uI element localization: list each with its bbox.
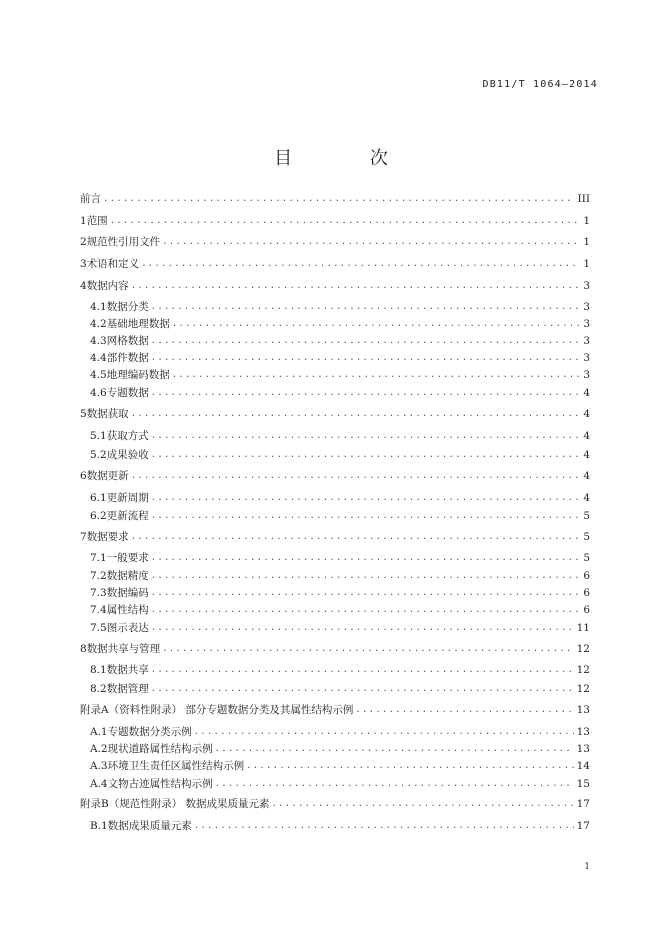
toc-entry-page: 3: [583, 301, 590, 313]
toc-entry[interactable]: [90, 776, 590, 792]
toc-entry-label: 环境卫生责任区属性结构示例: [107, 760, 245, 772]
toc-entry-page: 12: [576, 683, 590, 695]
dot-leader: [162, 234, 579, 250]
toc-entry-page: 3: [583, 352, 590, 364]
toc-entry[interactable]: [80, 234, 590, 250]
toc-entry-page: 6: [583, 587, 590, 599]
toc-entry-page: 5: [583, 531, 590, 543]
toc-entry[interactable]: [90, 550, 590, 566]
toc-entry[interactable]: [90, 367, 590, 383]
toc-entry-number: 5: [80, 408, 87, 420]
dot-leader: [272, 796, 574, 812]
toc-entry-number: 4.4: [90, 352, 107, 364]
dot-leader: [151, 568, 579, 584]
toc-entry-number: 7.5: [90, 622, 107, 634]
toc-entry-label: 部件数据: [106, 352, 149, 364]
dot-leader: [194, 818, 574, 834]
toc-entry-label: 基础地理数据: [106, 318, 170, 330]
toc-entry-page: 1: [583, 215, 590, 227]
toc-entry-page: 3: [583, 369, 590, 381]
toc-entry-label: 属性结构: [106, 604, 149, 616]
dot-leader: [131, 529, 579, 545]
toc-entry[interactable]: [90, 758, 590, 774]
toc-entry[interactable]: [90, 316, 590, 332]
toc-entry-page: 12: [576, 643, 590, 655]
dot-leader: [172, 367, 579, 383]
toc-entry-number: 4.6: [90, 387, 107, 399]
toc-entry-page: 1: [583, 236, 590, 248]
toc-entry-number: A.3: [90, 760, 108, 772]
toc-entry-page: 3: [583, 335, 590, 347]
toc-entry-number: 3: [80, 258, 87, 270]
toc-entry[interactable]: [90, 681, 590, 697]
toc-entry-label: 更新流程: [106, 510, 149, 522]
toc-entry-label: 数据共享: [106, 664, 149, 676]
dot-leader: [162, 641, 573, 657]
toc-entry-number: 6.1: [90, 492, 107, 504]
toc-entry[interactable]: [90, 585, 590, 601]
dot-leader: [246, 758, 574, 774]
toc-entry[interactable]: [90, 428, 590, 444]
dot-leader: [131, 278, 579, 294]
dot-leader: [131, 468, 579, 484]
toc-entry-number: 7.3: [90, 587, 107, 599]
toc-entry-page: 4: [583, 492, 590, 504]
toc-entry-page: 3: [583, 318, 590, 330]
dot-leader: [172, 316, 579, 332]
page-number: 1: [584, 862, 590, 872]
toc-entry-number: 5.1: [90, 430, 107, 442]
toc-entry-number: 2: [80, 236, 87, 248]
toc-entry[interactable]: [80, 702, 590, 718]
toc-entry-number: A.1: [90, 726, 108, 738]
standard-code: DB11/T 1064—2014: [482, 79, 598, 90]
dot-leader: [151, 490, 579, 506]
toc-entry[interactable]: [80, 213, 590, 229]
toc-entry-label: 术语和定义: [86, 258, 140, 270]
toc-entry-page: 4: [583, 430, 590, 442]
dot-leader: [151, 620, 574, 636]
dot-leader: [355, 702, 573, 718]
dot-leader: [151, 681, 574, 697]
toc-entry-number: 6: [80, 470, 87, 482]
toc-entry-label: 文物古迹属性结构示例: [107, 778, 213, 790]
toc-entry-number: 8.1: [90, 664, 107, 676]
toc-entry-page: 6: [583, 604, 590, 616]
toc-entry-page: 5: [583, 510, 590, 522]
toc-entry-page: III: [577, 193, 590, 205]
toc-entry-page: 4: [583, 470, 590, 482]
toc-entry-number: 7: [80, 531, 87, 543]
dot-leader: [151, 602, 579, 618]
toc-entry-label: 附录B（规范性附录） 数据成果质量元素: [80, 798, 270, 810]
toc-entry-number: A.2: [90, 743, 108, 755]
toc-entry-page: 1: [583, 258, 590, 270]
toc-entry-label: 范围: [86, 215, 108, 227]
toc-entry[interactable]: [90, 508, 590, 524]
dot-leader: [194, 724, 574, 740]
toc-entry-number: 1: [80, 215, 87, 227]
toc-entry[interactable]: [80, 191, 590, 207]
dot-leader: [151, 662, 574, 678]
toc-entry-page: 15: [576, 778, 590, 790]
dot-leader: [103, 191, 575, 207]
toc-entry-label: 规范性引用文件: [86, 236, 161, 248]
toc-entry[interactable]: [90, 724, 590, 740]
toc-entry[interactable]: [80, 256, 590, 272]
toc-entry-number: 7.2: [90, 570, 107, 582]
toc-entry[interactable]: [90, 741, 590, 757]
toc-entry[interactable]: [80, 278, 590, 294]
dot-leader: [151, 447, 579, 463]
toc-entry[interactable]: [90, 490, 590, 506]
toc-entry-number: 7.4: [90, 604, 107, 616]
toc-entry-number: 6.2: [90, 510, 107, 522]
toc-entry-label: 专题数据分类示例: [107, 726, 192, 738]
toc-entry-number: 4.5: [90, 369, 107, 381]
dot-leader: [110, 213, 579, 229]
toc-entry[interactable]: [80, 529, 590, 545]
toc-entry-label: 数据要求: [86, 531, 129, 543]
toc-entry-page: 4: [583, 449, 590, 461]
toc-entry[interactable]: [80, 641, 590, 657]
toc-entry-number: A.4: [90, 778, 108, 790]
toc-entry-number: 4.1: [90, 301, 107, 313]
dot-leader: [151, 428, 579, 444]
toc-entry[interactable]: [80, 406, 590, 422]
toc-entry[interactable]: [90, 620, 590, 636]
toc-entry[interactable]: [90, 299, 590, 315]
toc-entry-label: 一般要求: [106, 552, 149, 564]
toc-entry-label: 专题数据: [106, 387, 149, 399]
toc-entry-page: 17: [576, 798, 590, 810]
toc-entry[interactable]: [80, 468, 590, 484]
toc-entry-page: 12: [576, 664, 590, 676]
dot-leader: [151, 385, 579, 401]
dot-leader: [131, 406, 579, 422]
toc-entry-label: 数据共享与管理: [86, 643, 161, 655]
toc-entry-page: 4: [583, 387, 590, 399]
toc-entry-label: 数据内容: [86, 280, 129, 292]
toc-entry-number: 4.3: [90, 335, 107, 347]
toc-entry-label: 数据精度: [106, 570, 149, 582]
toc-entry-page: 13: [576, 704, 590, 716]
toc-entry-label: 数据分类: [106, 301, 149, 313]
toc-entry-label: 现状道路属性结构示例: [107, 743, 213, 755]
toc-entry[interactable]: [90, 385, 590, 401]
toc-entry-number: 8: [80, 643, 87, 655]
toc-entry-page: 4: [583, 408, 590, 420]
toc-entry-number: 4.2: [90, 318, 107, 330]
toc-entry-label: 成果验收: [106, 449, 149, 461]
dot-leader: [215, 741, 574, 757]
toc-entry-number: 5.2: [90, 449, 107, 461]
toc-entry[interactable]: [80, 796, 590, 812]
toc-entry[interactable]: [90, 568, 590, 584]
toc-entry[interactable]: [90, 333, 590, 349]
toc-entry-label: 前言: [80, 193, 101, 205]
toc-entry-page: 17: [576, 820, 590, 832]
toc-entry-page: 14: [576, 760, 590, 772]
dot-leader: [141, 256, 579, 272]
toc-entry-label: 网格数据: [106, 335, 149, 347]
toc-entry-label: 数据编码: [106, 587, 149, 599]
toc-entry-number: 7.1: [90, 552, 107, 564]
dot-leader: [151, 333, 579, 349]
dot-leader: [151, 299, 579, 315]
dot-leader: [151, 350, 579, 366]
dot-leader: [215, 776, 574, 792]
toc-entry-label: 附录A（资料性附录） 部分专题数据分类及其属性结构示例: [80, 704, 354, 716]
toc-entry-number: 8.2: [90, 683, 107, 695]
toc-entry-label: 数据更新: [86, 470, 129, 482]
toc-entry-page: 3: [583, 280, 590, 292]
toc-entry-label: 数据管理: [106, 683, 149, 695]
toc-entry-label: 更新周期: [106, 492, 149, 504]
dot-leader: [151, 550, 579, 566]
toc-entry[interactable]: [90, 662, 590, 678]
toc-entry-page: 13: [576, 726, 590, 738]
toc-entry-page: 11: [576, 622, 590, 634]
toc-entry[interactable]: [90, 818, 590, 834]
toc-entry-number: B.1: [90, 820, 108, 832]
toc-entry[interactable]: [90, 350, 590, 366]
dot-leader: [151, 508, 579, 524]
toc-entry[interactable]: [90, 602, 590, 618]
toc-entry-number: 4: [80, 280, 87, 292]
toc-entry-label: 地理编码数据: [106, 369, 170, 381]
toc-entry[interactable]: [90, 447, 590, 463]
toc-entry-page: 5: [583, 552, 590, 564]
toc-entry-label: 图示表达: [106, 622, 149, 634]
toc-entry-label: 数据获取: [86, 408, 129, 420]
dot-leader: [151, 585, 579, 601]
toc-entry-label: 数据成果质量元素: [107, 820, 192, 832]
toc-entry-label: 获取方式: [106, 430, 149, 442]
toc-entry-page: 13: [576, 743, 590, 755]
page-title: 目 次: [274, 148, 424, 169]
toc-entry-page: 6: [583, 570, 590, 582]
